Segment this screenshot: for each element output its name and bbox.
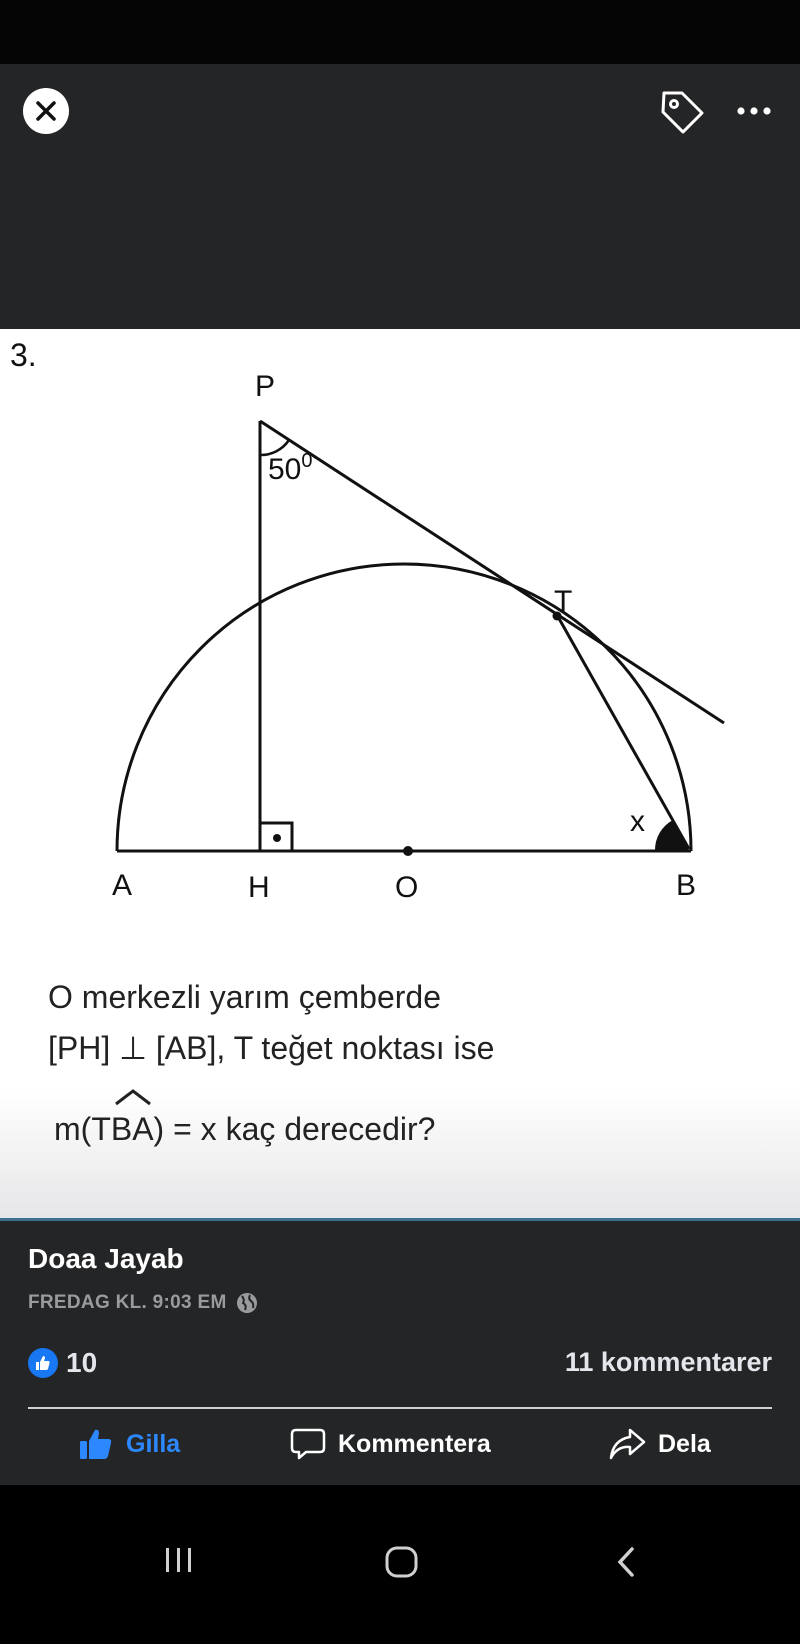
comment-label: Kommentera <box>338 1429 491 1458</box>
comments-count[interactable]: 11 kommentarer <box>564 1347 772 1377</box>
share-label: Dela <box>658 1429 711 1458</box>
geometry-figure <box>0 329 800 949</box>
like-button[interactable] <box>78 1427 180 1461</box>
actions-divider <box>28 1407 772 1409</box>
label-o: O <box>395 871 419 904</box>
label-t: T <box>554 585 573 618</box>
comment-icon <box>290 1427 326 1461</box>
status-bar <box>0 0 800 64</box>
share-button[interactable] <box>608 1427 711 1461</box>
post-image <box>0 329 800 1218</box>
label-a: A <box>112 869 133 902</box>
angle-x-mark <box>655 820 689 851</box>
comment-button[interactable] <box>290 1427 491 1461</box>
right-angle-dot <box>273 834 281 842</box>
back-icon[interactable] <box>612 1545 642 1579</box>
reactions-summary[interactable] <box>28 1347 97 1379</box>
thumbs-up-icon <box>78 1427 114 1461</box>
angle-degree: 0 <box>301 450 313 472</box>
label-h: H <box>248 871 270 904</box>
system-nav-bar <box>0 1485 800 1644</box>
more-options-button[interactable] <box>734 96 774 126</box>
tangent-line <box>260 421 724 723</box>
label-b: B <box>676 869 697 902</box>
like-label: Gilla <box>126 1429 181 1458</box>
author-name[interactable]: Doaa Jayab <box>28 1243 184 1274</box>
chord-tb <box>557 615 689 849</box>
question-text-line3: m(TBA) = x kaç derecedir? <box>54 1111 436 1147</box>
label-angle <box>268 450 313 486</box>
tag-icon <box>656 86 708 138</box>
label-p: P <box>255 370 276 403</box>
semicircle-arc <box>117 564 691 851</box>
close-button[interactable] <box>23 88 69 134</box>
more-options-icon <box>734 96 774 126</box>
angle-value: 50 <box>268 453 302 486</box>
image-bottom-fade <box>0 1089 800 1218</box>
close-icon <box>35 100 57 122</box>
home-icon[interactable] <box>384 1545 420 1579</box>
tag-button[interactable] <box>656 86 708 138</box>
post-timestamp <box>28 1291 259 1315</box>
question-number: 3. <box>10 337 37 373</box>
post-info <box>0 1221 800 1485</box>
arc-hat-symbol <box>113 1087 153 1107</box>
globe-icon <box>235 1291 259 1315</box>
like-count: 10 <box>66 1347 98 1378</box>
question-text-line1: O merkezli yarım çemberde <box>48 979 441 1015</box>
recent-apps-icon[interactable] <box>162 1545 196 1575</box>
like-reaction-icon <box>28 1348 58 1378</box>
question-text-line2: [PH] ⊥ [AB], T teğet noktası ise <box>48 1030 495 1066</box>
point-o <box>403 846 413 856</box>
share-icon <box>608 1427 646 1461</box>
label-x: x <box>630 805 645 838</box>
timestamp-text: FREDAG KL. 9:03 EM <box>28 1292 227 1313</box>
